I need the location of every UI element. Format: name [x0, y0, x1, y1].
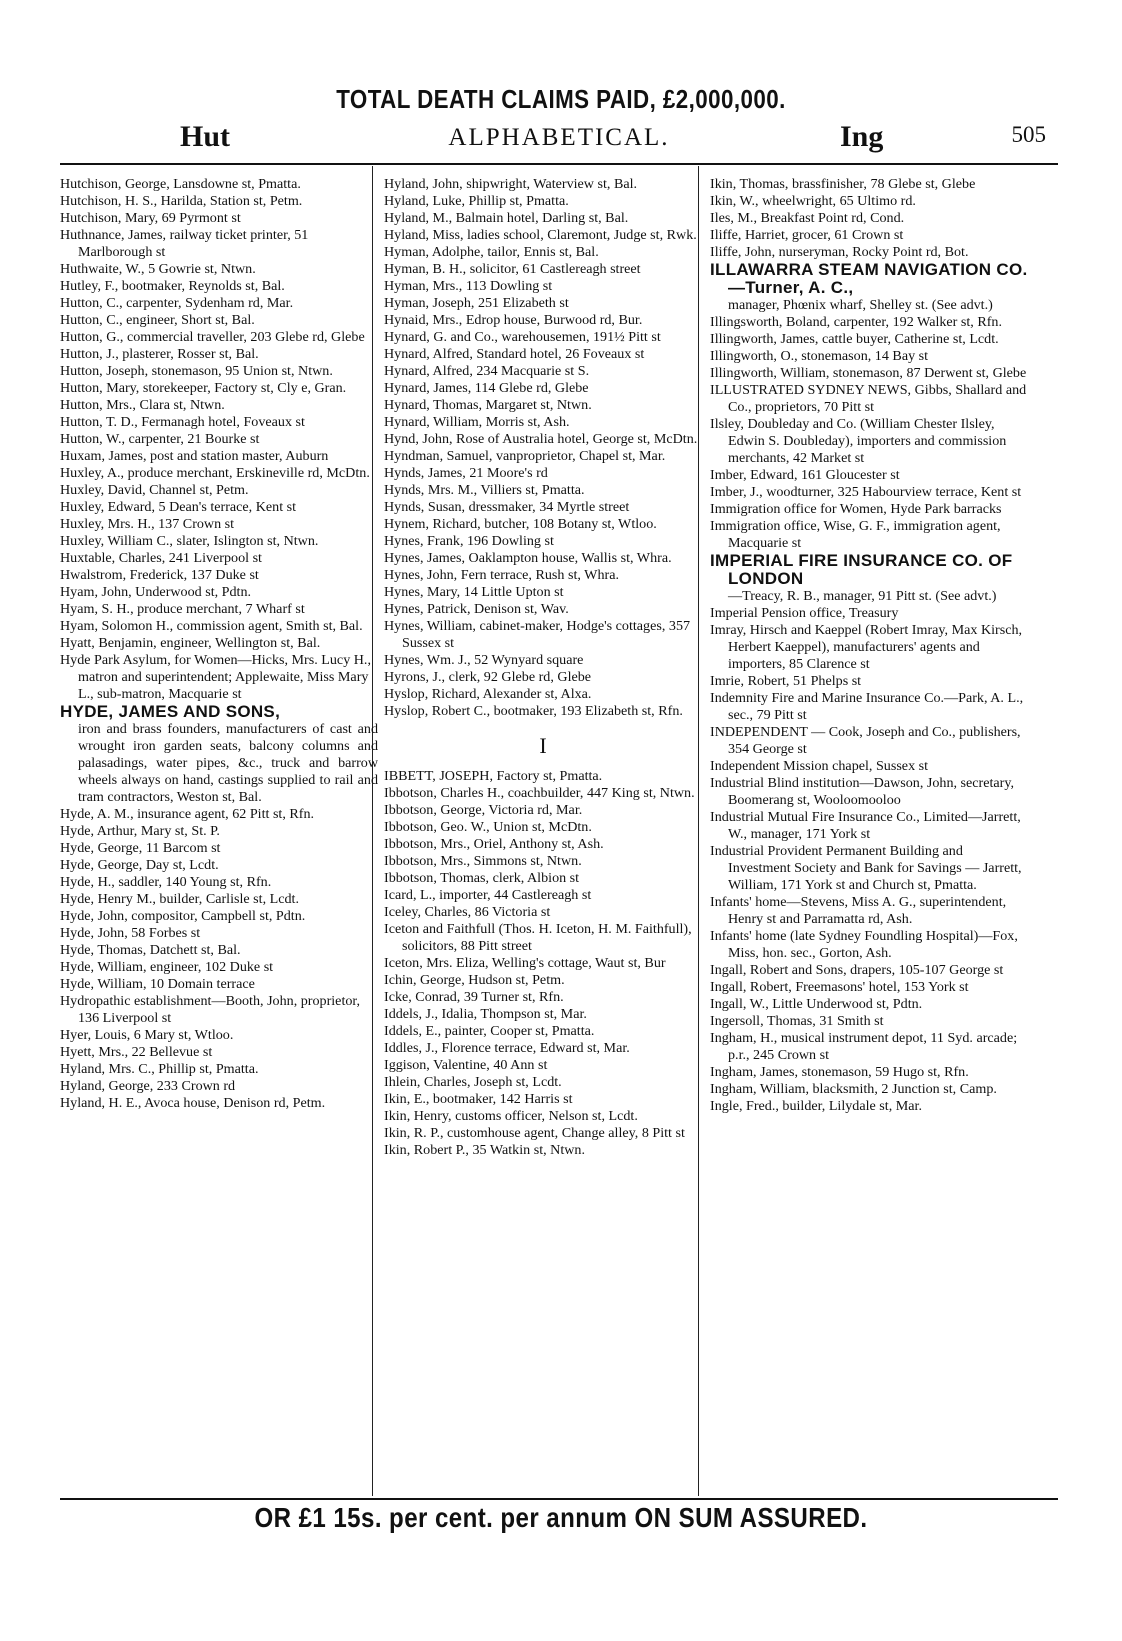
directory-entry: Huxam, James, post and station master, Auburn [60, 448, 329, 464]
directory-entry: Hyer, Louis, 6 Mary st, Wtloo. [60, 1027, 234, 1043]
directory-entry: Iliffe, John, nurseryman, Rocky Point rd, Bot. [710, 244, 969, 260]
directory-entry: Iddels, J., Idalia, Thompson st, Mar. [384, 1006, 587, 1022]
directory-entry: Ichin, George, Hudson st, Petm. [384, 972, 565, 988]
directory-entry: Imray, Hirsch and Kaeppel (Robert Imray, Max Kirsch, Herbert Kaeppel), manufacturers' agents and importers, 85 Clarence st [710, 622, 1023, 672]
directory-entry: Immigration office for Women, Hyde Park barracks [710, 501, 1002, 517]
running-header [60, 120, 1058, 160]
column-1 [60, 176, 378, 1492]
directory-entry: Hyman, Adolphe, tailor, Ennis st, Bal. [384, 244, 599, 260]
directory-entry: Ikin, E., bootmaker, 142 Harris st [384, 1091, 573, 1107]
directory-entry: Hyslop, Robert C., bootmaker, 193 Elizabeth st, Rfn. [384, 703, 683, 719]
directory-entry: Ingall, Robert and Sons, drapers, 105-107 George st [710, 962, 1004, 978]
directory-entry: Hynaid, Mrs., Edrop house, Burwood rd, Bur. [384, 312, 643, 328]
directory-entry: Hynds, Susan, dressmaker, 34 Myrtle street [384, 499, 630, 515]
directory-entry: Ikin, Robert P., 35 Watkin st, Ntwn. [384, 1142, 586, 1158]
directory-entry: Ibbotson, Mrs., Simmons st, Ntwn. [384, 853, 582, 869]
directory-entry: IBBETT, JOSEPH, Factory st, Pmatta. [384, 768, 603, 784]
directory-entry: Hynes, Patrick, Denison st, Wav. [384, 601, 569, 617]
directory-entry: Independent Mission chapel, Sussex st [710, 758, 929, 774]
directory-entry: Industrial Mutual Fire Insurance Co., Limited—Jarrett, W., manager, 171 York st [710, 809, 1021, 842]
directory-entry: Hutton, Mary, storekeeper, Factory st, Cly e, Gran. [60, 380, 347, 396]
bottom-banner: OR £1 15s. per cent. per annum ON SUM ASSURED. [254, 1502, 868, 1533]
directory-entry: Hutley, F., bootmaker, Reynolds st, Bal. [60, 278, 285, 294]
directory-entry: Iddels, E., painter, Cooper st, Pmatta. [384, 1023, 595, 1039]
directory-entry: Hyde, Thomas, Datchett st, Bal. [60, 942, 241, 958]
directory-entry: Immigration office, Wise, G. F., immigration agent, Macquarie st [710, 518, 1001, 551]
directory-entry: Imrie, Robert, 51 Phelps st [710, 673, 862, 689]
directory-entry: Illingworth, James, cattle buyer, Catherine st, Lcdt. [710, 331, 999, 347]
directory-entry: Icard, L., importer, 44 Castlereagh st [384, 887, 592, 903]
directory-entry: Hutton, T. D., Fermanagh hotel, Foveaux st [60, 414, 305, 430]
directory-entry: Huthnance, James, railway ticket printer, 51 Marlborough st [60, 227, 309, 260]
directory-entry: Hynard, Thomas, Margaret st, Ntwn. [384, 397, 592, 413]
header-title: ALPHABETICAL. [448, 124, 670, 151]
directory-entry: Hynard, James, 114 Glebe rd, Glebe [384, 380, 589, 396]
directory-entry: Iceton and Faithfull (Thos. H. Iceton, H. M. Faithfull), solicitors, 88 Pitt street [384, 921, 692, 954]
directory-entry: Ingersoll, Thomas, 31 Smith st [710, 1013, 884, 1029]
directory-entry: Hyland, Miss, ladies school, Claremont, Judge st, Rwk. [384, 227, 697, 243]
directory-entry: Hyde, John, compositor, Campbell st, Pdtn. [60, 908, 306, 924]
directory-entry: Ibbotson, George, Victoria rd, Mar. [384, 802, 583, 818]
directory-entry: Hyde, William, engineer, 102 Duke st [60, 959, 274, 975]
directory-entry: Hynd, John, Rose of Australia hotel, George st, McDtn. [384, 431, 698, 447]
column-2 [384, 176, 702, 1492]
directory-entry: Hutton, Joseph, stonemason, 95 Union st, Ntwn. [60, 363, 333, 379]
column-3 [710, 176, 1028, 1492]
directory-entry: Imber, Edward, 161 Gloucester st [710, 467, 900, 483]
display-entry-name: ILLAWARRA STEAM NAVIGATION CO.—Turner, A. C., [710, 260, 1028, 297]
display-entry-description: —Treacy, R. B., manager, 91 Pitt st. (See advt.) [728, 588, 997, 604]
directory-entry: Hynes, William, cabinet-maker, Hodge's cottages, 357 Sussex st [384, 618, 691, 651]
directory-entry: Iles, M., Breakfast Point rd, Cond. [710, 210, 905, 226]
directory-entry: Hyde Park Asylum, for Women—Hicks, Mrs. Lucy H., matron and superintendent; Applewaite, Miss Mary L., sub-matron, Macquarie st [60, 652, 371, 702]
directory-entry: Huxley, William C., slater, Islington st, Ntwn. [60, 533, 319, 549]
directory-entry: Hyde, H., saddler, 140 Young st, Rfn. [60, 874, 272, 890]
directory-entry: Huxley, A., produce merchant, Erskineville rd, McDtn. [60, 465, 370, 481]
directory-entry: Hwalstrom, Frederick, 137 Duke st [60, 567, 259, 583]
directory-entry: Ingham, William, blacksmith, 2 Junction st, Camp. [710, 1081, 997, 1097]
directory-entry: Imperial Pension office, Treasury [710, 605, 899, 621]
directory-entry: Ibbotson, Thomas, clerk, Albion st [384, 870, 580, 886]
section-letter: I [539, 733, 547, 758]
display-entry-name: IMPERIAL FIRE INSURANCE CO. OF LONDON [710, 551, 1013, 588]
directory-entry: Hynes, Frank, 196 Dowling st [384, 533, 554, 549]
directory-entry: Hyland, John, shipwright, Waterview st, Bal. [384, 176, 638, 192]
directory-entry: Ingham, H., musical instrument depot, 11 Syd. arcade; p.r., 245 Crown st [710, 1030, 1018, 1063]
directory-entry: Hyam, John, Underwood st, Pdtn. [60, 584, 252, 600]
display-entry-name: HYDE, JAMES AND SONS, [60, 702, 281, 721]
directory-entry: Ingall, W., Little Underwood st, Pdtn. [710, 996, 923, 1012]
directory-entry: Infants' home (late Sydney Foundling Hospital)—Fox, Miss, hon. sec., Gorton, Ash. [710, 928, 1018, 961]
directory-entry: Hutton, W., carpenter, 21 Bourke st [60, 431, 260, 447]
directory-entry: Ikin, Thomas, brassfinisher, 78 Glebe st, Glebe [710, 176, 976, 192]
directory-entry: Hutton, G., commercial traveller, 203 Glebe rd, Glebe [60, 329, 365, 345]
directory-entry: Icke, Conrad, 39 Turner st, Rfn. [384, 989, 564, 1005]
page-number: 505 [1011, 122, 1046, 147]
directory-entry: Ikin, W., wheelwright, 65 Ultimo rd. [710, 193, 916, 209]
top-banner: TOTAL DEATH CLAIMS PAID, £2,000,000. [336, 84, 786, 114]
directory-entry: Hynard, William, Morris st, Ash. [384, 414, 570, 430]
directory-entry: Iggison, Valentine, 40 Ann st [384, 1057, 548, 1073]
directory-entry: Hyman, B. H., solicitor, 61 Castlereagh street [384, 261, 641, 277]
directory-entry: Hyde, A. M., insurance agent, 62 Pitt st, Rfn. [60, 806, 315, 822]
directory-entry: Industrial Blind institution—Dawson, John, secretary, Boomerang st, Wooloomooloo [710, 775, 1015, 808]
directory-entry: Hutchison, George, Lansdowne st, Pmatta. [60, 176, 301, 192]
directory-entry: Hyde, Arthur, Mary st, St. P. [60, 823, 220, 839]
directory-entry: Ikin, Henry, customs officer, Nelson st, Lcdt. [384, 1108, 638, 1124]
directory-entry: Ingle, Fred., builder, Lilydale st, Mar. [710, 1098, 922, 1114]
directory-entry: Hyam, S. H., produce merchant, 7 Wharf st [60, 601, 305, 617]
directory-entry: Hutton, C., engineer, Short st, Bal. [60, 312, 255, 328]
directory-entry: Huxley, Edward, 5 Dean's terrace, Kent st [60, 499, 297, 515]
directory-entry: Hutton, Mrs., Clara st, Ntwn. [60, 397, 225, 413]
directory-entry: Hynes, James, Oaklampton house, Wallis st, Whra. [384, 550, 672, 566]
directory-entry: Hyland, H. E., Avoca house, Denison rd, Petm. [60, 1095, 326, 1111]
directory-entry: Hynds, James, 21 Moore's rd [384, 465, 548, 481]
directory-entry: Hynard, G. and Co., warehousemen, 191½ Pitt st [384, 329, 661, 345]
directory-entry: Huthwaite, W., 5 Gowrie st, Ntwn. [60, 261, 256, 277]
header-first-entry: Hut [180, 120, 231, 153]
display-entry-description: manager, Phœnix wharf, Shelley st. (See advt.) [728, 297, 993, 313]
directory-entry: Ilsley, Doubleday and Co. (William Chester Ilsley, Edwin S. Doubleday), importers and commission merchants, 42 Market st [710, 416, 1007, 466]
directory-entry: Illingsworth, Boland, carpenter, 192 Walker st, Rfn. [710, 314, 1002, 330]
directory-entry: Industrial Provident Permanent Building and Investment Society and Bank for Savings — Jarrett, William, 171 York st and Church st, Pmatta. [710, 843, 1022, 893]
directory-entry: Hydropathic establishment—Booth, John, proprietor, 136 Liverpool st [60, 993, 361, 1026]
directory-entry: Hutton, J., plasterer, Rosser st, Bal. [60, 346, 259, 362]
directory-entry: Iceton, Mrs. Eliza, Welling's cottage, Waut st, Bur [384, 955, 666, 971]
directory-entry: Hyndman, Samuel, vanproprietor, Chapel st, Mar. [384, 448, 666, 464]
display-entry-description: iron and brass founders, manufacturers of cast and wrought iron garden seats, balcony columns and palasadings, water pipes, &c., truck and barrow wheels always on hand, castings supplied to rail and tram contractors, Weston st, Bal. [78, 721, 378, 805]
directory-entry: Iceley, Charles, 86 Victoria st [384, 904, 551, 920]
directory-entry: Iliffe, Harriet, grocer, 61 Crown st [710, 227, 904, 243]
directory-entry: Hyde, Henry M., builder, Carlisle st, Lcdt. [60, 891, 299, 907]
directory-entry: Indemnity Fire and Marine Insurance Co.—Park, A. L., sec., 79 Pitt st [710, 690, 1024, 723]
directory-entry: Hyett, Mrs., 22 Bellevue st [60, 1044, 213, 1060]
directory-entry: Hyslop, Richard, Alexander st, Alxa. [384, 686, 592, 702]
directory-entry: Ingall, Robert, Freemasons' hotel, 153 York st [710, 979, 969, 995]
directory-entry: Hyde, George, 11 Barcom st [60, 840, 221, 856]
directory-entry: Hutchison, Mary, 69 Pyrmont st [60, 210, 241, 226]
directory-entry: Iddles, J., Florence terrace, Edward st, Mar. [384, 1040, 630, 1056]
directory-entry: INDEPENDENT — Cook, Joseph and Co., publishers, 354 George st [710, 724, 1021, 757]
directory-entry: Imber, J., woodturner, 325 Habourview terrace, Kent st [710, 484, 1022, 500]
directory-entry: Hutton, C., carpenter, Sydenham rd, Mar. [60, 295, 294, 311]
directory-entry: Hutchison, H. S., Harilda, Station st, Petm. [60, 193, 303, 209]
directory-entry: Ibbotson, Geo. W., Union st, McDtn. [384, 819, 592, 835]
directory-entry: Ingham, James, stonemason, 59 Hugo st, Rfn. [710, 1064, 969, 1080]
directory-entry: Hynes, John, Fern terrace, Rush st, Whra. [384, 567, 619, 583]
directory-entry: Hynard, Alfred, 234 Macquarie st S. [384, 363, 590, 379]
directory-entry: Ibbotson, Mrs., Oriel, Anthony st, Ash. [384, 836, 604, 852]
directory-entry: Hyde, William, 10 Domain terrace [60, 976, 255, 992]
directory-entry: Hyde, John, 58 Forbes st [60, 925, 201, 941]
directory-entry: Hyrons, J., clerk, 92 Glebe rd, Glebe [384, 669, 592, 685]
directory-entry: Illingworth, William, stonemason, 87 Derwent st, Glebe [710, 365, 1027, 381]
footer-rule [60, 1498, 1058, 1500]
directory-entry: Huxtable, Charles, 241 Liverpool st [60, 550, 262, 566]
directory-entry: Ihlein, Charles, Joseph st, Lcdt. [384, 1074, 562, 1090]
header-rule [60, 163, 1058, 165]
directory-entry: Hynds, Mrs. M., Villiers st, Pmatta. [384, 482, 585, 498]
directory-entry: Hynes, Mary, 14 Little Upton st [384, 584, 564, 600]
directory-entry: Hyman, Mrs., 113 Dowling st [384, 278, 553, 294]
directory-entry: Infants' home—Stevens, Miss A. G., superintendent, Henry st and Parramatta rd, Ash. [710, 894, 1007, 927]
directory-entry: Hynard, Alfred, Standard hotel, 26 Foveaux st [384, 346, 645, 362]
directory-entry: Hyam, Solomon H., commission agent, Smith st, Bal. [60, 618, 363, 634]
directory-entry: Hyland, Mrs. C., Phillip st, Pmatta. [60, 1061, 259, 1077]
directory-entry: Ikin, R. P., customhouse agent, Change alley, 8 Pitt st [384, 1125, 685, 1141]
directory-entry: Ibbotson, Charles H., coachbuilder, 447 King st, Ntwn. [384, 785, 695, 801]
directory-entry: Hyland, George, 233 Crown rd [60, 1078, 236, 1094]
directory-entry: Huxley, David, Channel st, Petm. [60, 482, 249, 498]
directory-entry: Illingworth, O., stonemason, 14 Bay st [710, 348, 929, 364]
directory-entry: Huxley, Mrs. H., 137 Crown st [60, 516, 235, 532]
header-last-entry: Ing [840, 120, 884, 153]
directory-entry: ILLUSTRATED SYDNEY NEWS, Gibbs, Shallard and Co., proprietors, 70 Pitt st [710, 382, 1027, 415]
directory-entry: Hyman, Joseph, 251 Elizabeth st [384, 295, 569, 311]
directory-entry: Hyland, Luke, Phillip st, Pmatta. [384, 193, 569, 209]
directory-entry: Hyatt, Benjamin, engineer, Wellington st, Bal. [60, 635, 321, 651]
directory-entry: Hyland, M., Balmain hotel, Darling st, Bal. [384, 210, 629, 226]
directory-entry: Hyde, George, Day st, Lcdt. [60, 857, 219, 873]
directory-entry: Hynes, Wm. J., 52 Wynyard square [384, 652, 584, 668]
directory-entry: Hynem, Richard, butcher, 108 Botany st, Wtloo. [384, 516, 657, 532]
